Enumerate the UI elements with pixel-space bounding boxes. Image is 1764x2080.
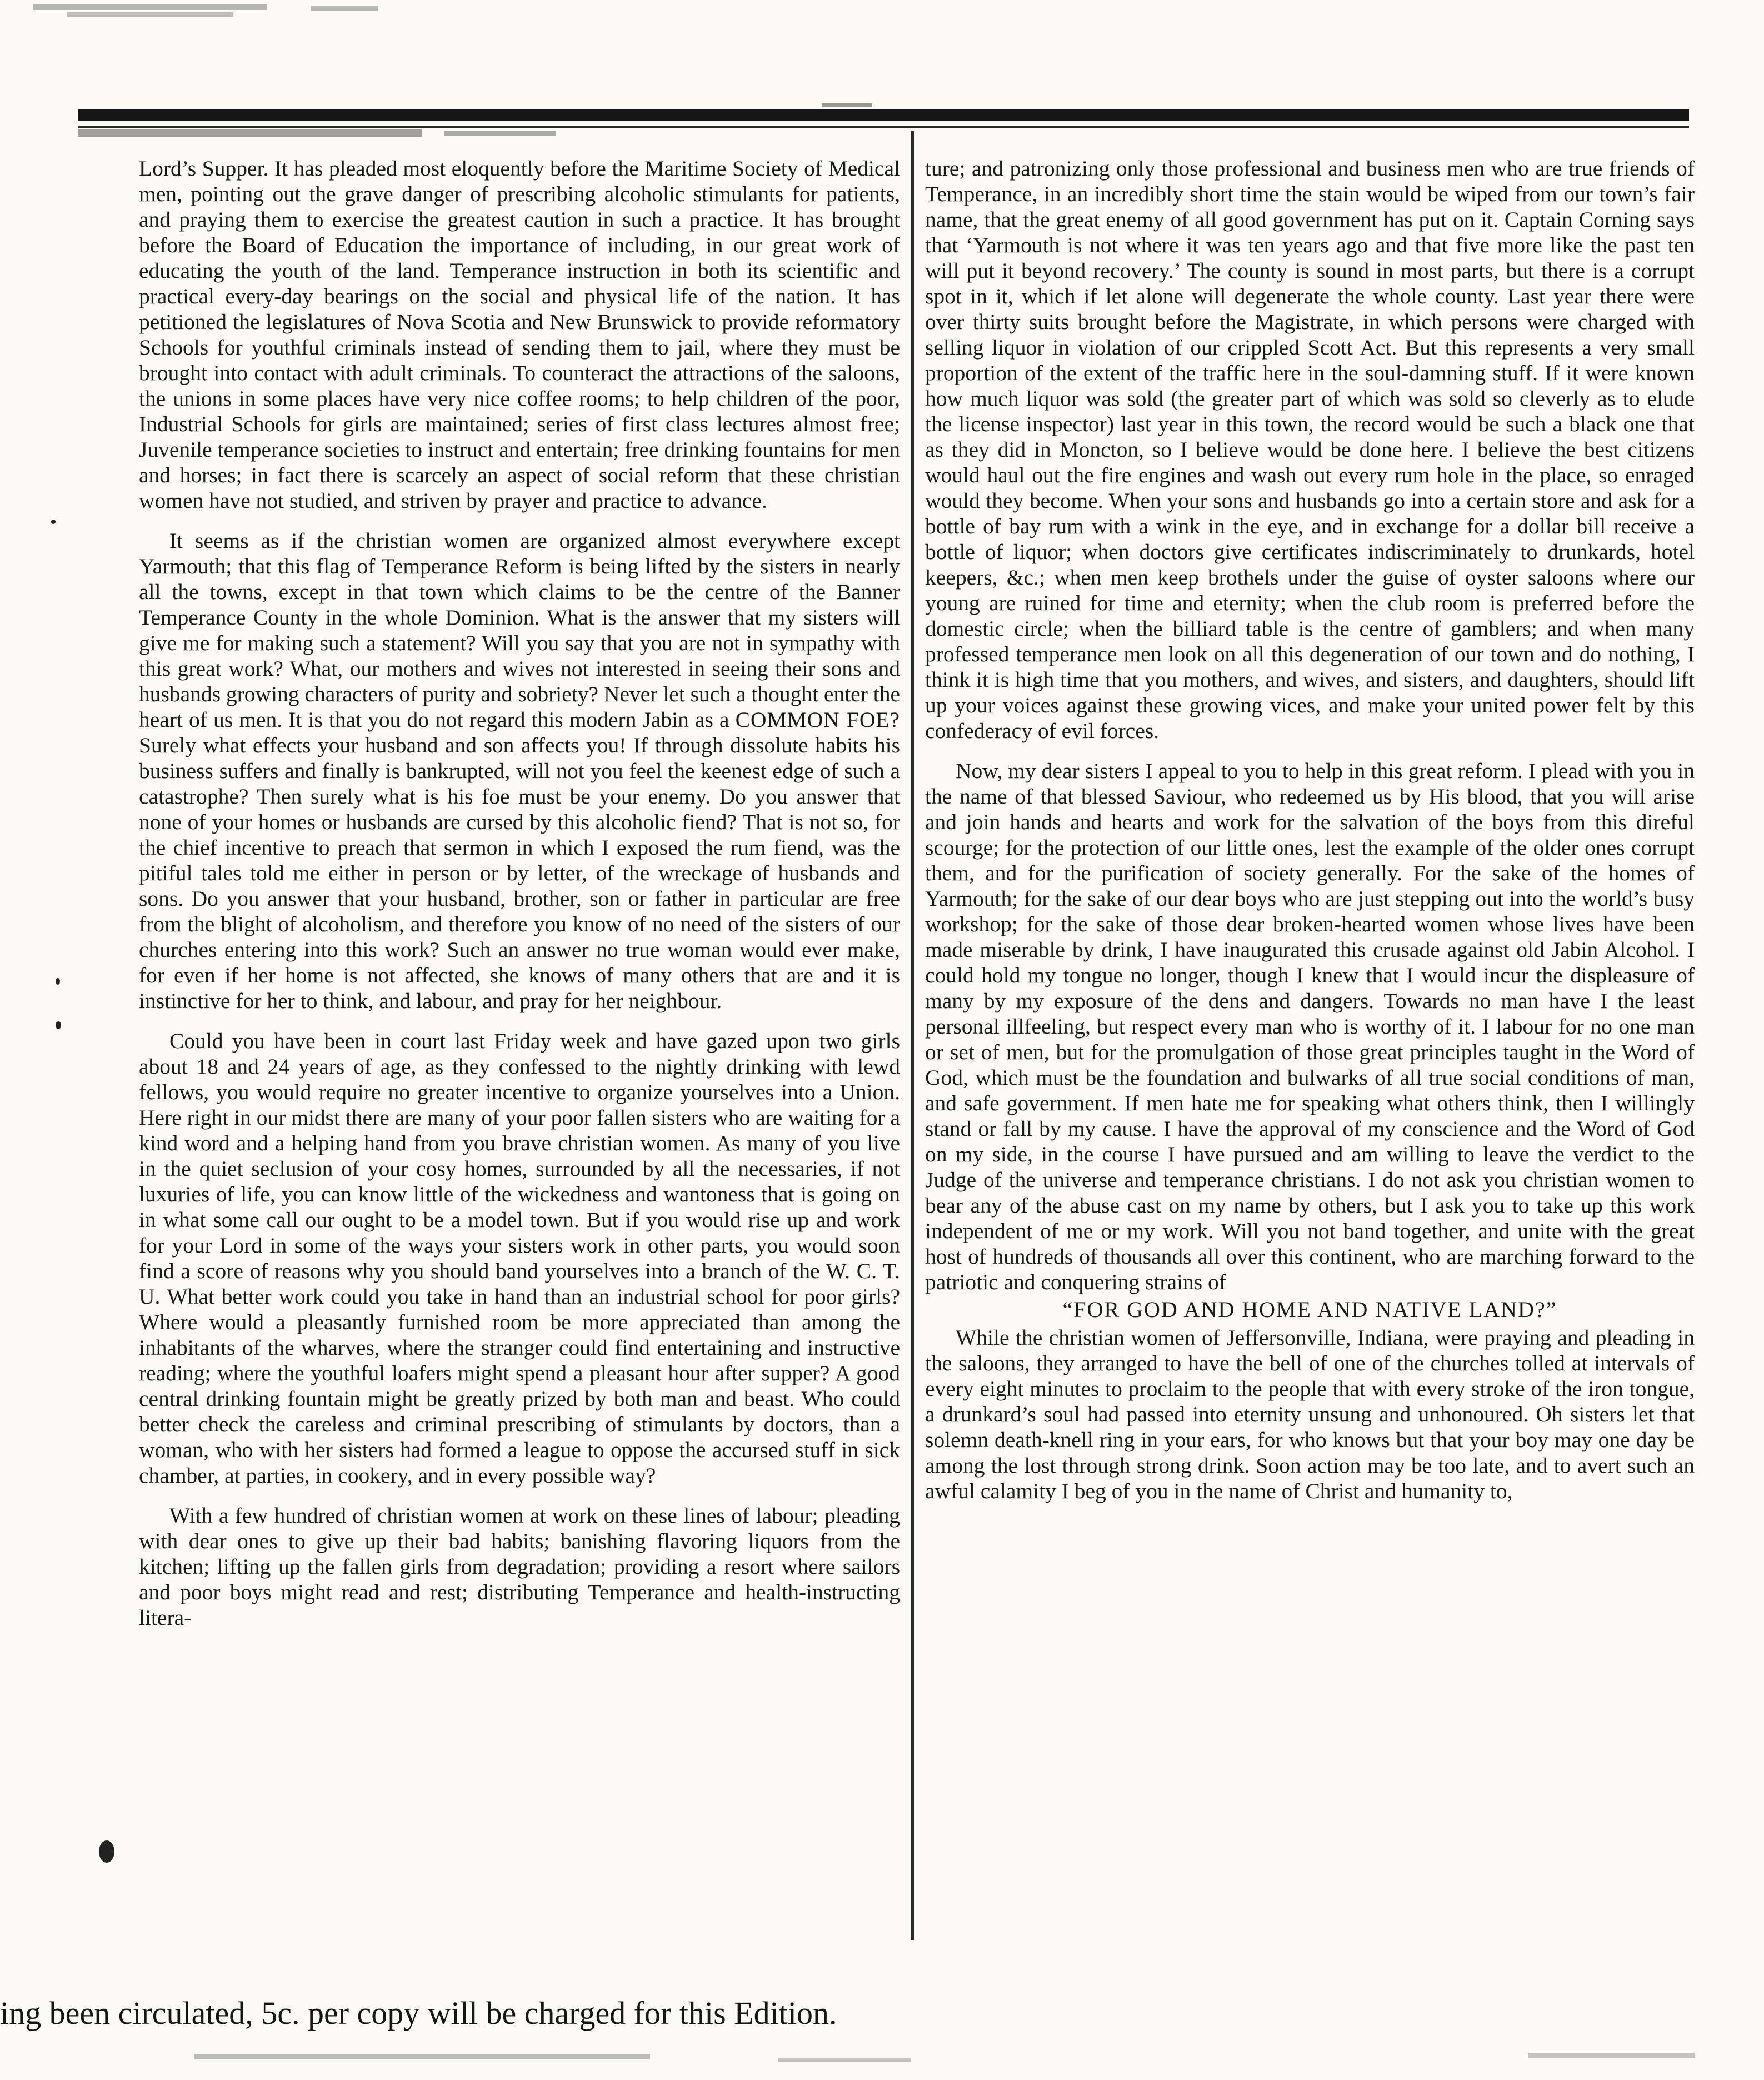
- right-paragraph-3: While the christian women of Jeffersonville, Indiana, were praying and pleading in the saloons, they arranged to have the bell of one of the churches tolled at intervals of every eight minutes to proclaim to the people that with every stroke of the iron tongue, a drunkard’s soul had passed into eternity unsung and unhonoured. Oh sisters let that solemn death-knell ring in your ears, for who knows but that your boy may one day be among the lost through strong drink. Soon action may be too late, and to avert such an awful calamity I beg of you in the name of Christ and humanity to,: [925, 1325, 1695, 1503]
- margin-mark: [56, 978, 60, 985]
- common-foe-phrase: COMMON FOE?: [735, 707, 900, 732]
- right-column: [925, 156, 1695, 1939]
- left-paragraph-3: Could you have been in court last Friday week and have gazed upon two girls about 18 and 24 years of age, as they confessed to the nightly drinking with lewd fellows, you would require no greater incentive to organize yourselves into a Union. Here right in our midst there are many of your poor fallen sisters who are waiting for a kind word and a helping hand from you brave christian women. As many of you live in the quiet seclusion of your cosy homes, surrounded by all the necessaries, if not luxuries of life, you can know little of the wickedness and wantoness that is going on in what some call our ought to be a model town. But if you would rise up and work for your Lord in some of the ways your sisters work in other parts, you would soon find a score of reasons why you should band yourselves into a branch of the W. C. T. U. What better work could you take in hand than an industrial school for poor girls? Where would a pleasantly furnished room be more appreciated than among the inhabitants of the wharves, where the stranger could find entertaining and instructive reading; where the youthful loafers might spend a pleasant hour after supper? A good central drinking fountain might be greatly prized by both man and beast. Who could better check the careless and criminal prescribing of stimulants by doctors, than a woman, who with her sisters had formed a league to oppose the accursed stuff in sick chamber, at parties, in cookery, and in every possible way?: [139, 1029, 900, 1488]
- left-paragraph-1: Lord’s Supper. It has pleaded most eloquently before the Maritime Society of Medical men, pointing out the grave danger of prescribing alcoholic stimulants for patients, and praying them to exercise the greatest caution in such a practice. It has brought before the Board of Education the importance of including, in our great work of educating the youth of the land. Temperance instruction in both its scientific and practical every-day bearings on the social and physical life of the nation. It has petitioned the legislatures of Nova Scotia and New Brunswick to provide reformatory Schools for youthful criminals instead of sending them to jail, where they must be brought into contact with adult criminals. To counteract the attractions of the saloons, the unions in some places have very nice coffee rooms; to help children of the poor, Industrial Schools for girls are maintained; series of first class lectures almost free; Juvenile temperance societies to instruct and entertain; free drinking fountains for men and horses; in fact there is scarcely an aspect of social reform that these christian women have not studied, and striven by prayer and practice to advance.: [139, 156, 900, 513]
- right-paragraph-1: ture; and patronizing only those professional and business men who are true friends of Temperance, in an incredibly short time the stain would be wiped from our town’s fair name, that the great enemy of all good government has put on it. Captain Corning says that ‘Yarmouth is not where it was ten years ago and that five more like the past ten will put it beyond recovery.’ The county is sound in most parts, but there is a corrupt spot in it, which if let alone will degenerate the whole county. Last year there were over thirty suits brought before the Magistrate, in which persons were charged with selling liquor in violation of our crippled Scott Act. But this represents a very small proportion of the extent of the traffic here in the soul-damning stuff. If it were known how much liquor was sold (the greater part of which was sold so cleverly as to elude the license inspector) last year in this town, the record would be such a black one that as they did in Moncton, so I believe would be done here. I believe the best citizens would haul out the fire engines and wash out every rum hole in the place, so enraged would they become. When your sons and husbands go into a certain store and ask for a bottle of bay rum with a wink in the eye, and in exchange for a dollar bill receive a bottle of liquor; when doctors give certificates indiscriminately to drunkards, hotel keepers, &c.; when men keep brothels under the guise of oyster saloons where our young are ruined for time and eternity; when the club room is preferred before the domestic circle; when the billiard table is the centre of gamblers; and when many professed temperance men look on all this degeneration of our town and do nothing, I think it is high time that you mothers, and wives, and sisters, and daughters, should lift up your voices against these growing vices, and make your united power felt by this confederacy of evil forces.: [925, 156, 1695, 743]
- right-paragraph-2: Now, my dear sisters I appeal to you to help in this great reform. I plead with you in the name of that blessed Saviour, who redeemed us by His blood, that you will arise and join hands and hearts and work for the salvation of the boys from this direful scourge; for the protection of our little ones, lest the example of the older ones corrupt them, and for the purification of society generally. For the sake of the homes of Yarmouth; for the sake of our dear boys who are just stepping out into the world’s busy workshop; for the sake of those dear broken-hearted women whose lives have been made miserable by drink, I have inaugurated this crusade against old Jabin Alcohol. I could hold my tongue no longer, though I knew that I would incur the displeasure of many by my exposure of the dens and dangers. Towards no man have I the least personal illfeeling, but respect every man who is worthy of it. I labour for no one man or set of men, but for the promulgation of those great principles taught in the Word of God, which must be the foundation and bulwarks of all true social conditions of man, and safe government. If men hate me for speaking what others think, then I willingly stand or fall by my cause. I have the approval of my conscience and the Word of God on my side, in the course I have pursued and am willing to leave the verdict to the Judge of the universe and temperance christians. I do not ask you christian women to bear any of the abuse cast on my name by others, but I ask you to take up this work independent of me or my work. Will you not band together, and unite with the great host of hundreds of thousands all over this continent, who are marching forward to the patriotic and conquering strains of: [925, 759, 1695, 1294]
- top-print-noise: [0, 0, 1764, 144]
- left-paragraph-4: With a few hundred of christian women at work on these lines of labour; pleading with dear ones to give up their bad habits; banishing flavoring liquors from the kitchen; lifting up the fallen girls from degradation; providing a resort where sailors and poor boys might read and rest; distributing Temperance and health-instructing litera-: [139, 1503, 900, 1630]
- left-paragraph-2-text: It seems as if the christian women are organized almost everywhere except Yarmouth; that this flag of Temperance Reform is being lifted by the sisters in nearly all the towns, except in that town which claims to be the centre of the Banner Temperance County in the whole Dominion. What is the answer that my sisters will give me for making such a statement? Will you say that you are not in sympathy with this great work? What, our mothers and wives not interested in seeing their sons and husbands growing characters of purity and sobriety? Never let such a thought enter the heart of us men. It is that you do not regard this modern Jabin as a: [139, 528, 900, 732]
- left-column: [139, 156, 900, 1939]
- margin-mark: [56, 1021, 61, 1029]
- footer-notice: ing been circulated, 5c. per copy will be charged for this Edition.: [0, 1995, 837, 2031]
- column-divider: [911, 131, 914, 1940]
- margin-mark: [51, 520, 56, 524]
- left-paragraph-2: [139, 528, 900, 1014]
- margin-mark: [99, 1840, 114, 1863]
- section-heading: “FOR GOD AND HOME AND NATIVE LAND?”: [1062, 1297, 1557, 1322]
- bottom-print-noise: [194, 2051, 1750, 2073]
- left-paragraph-2-cont: Surely what effects your husband and son affects you! If through dissolute habits his business suffers and finally is bankrupted, will not you feel the keenest edge of such a catastrophe? Then surely what is his foe must be your enemy. Do you answer that none of your homes or husbands are cursed by this alcoholic fiend? That is not so, for the chief incentive to preach that sermon in which I exposed the rum fiend, was the pitiful tales told me either in person or by letter, of the wreckage of husbands and sons. Do you answer that your husband, brother, son or father in particular are free from the blight of alcoholism, and therefore you know of no need of the sisters of our churches entering into this work? Such an answer no true woman would ever make, for even if her home is not affected, she knows of many others that are and it is instinctive for her to think, and labour, and pray for her neighbour.: [139, 733, 900, 1013]
- top-thin-rule: [78, 126, 1689, 128]
- top-heavy-rule: [78, 109, 1689, 121]
